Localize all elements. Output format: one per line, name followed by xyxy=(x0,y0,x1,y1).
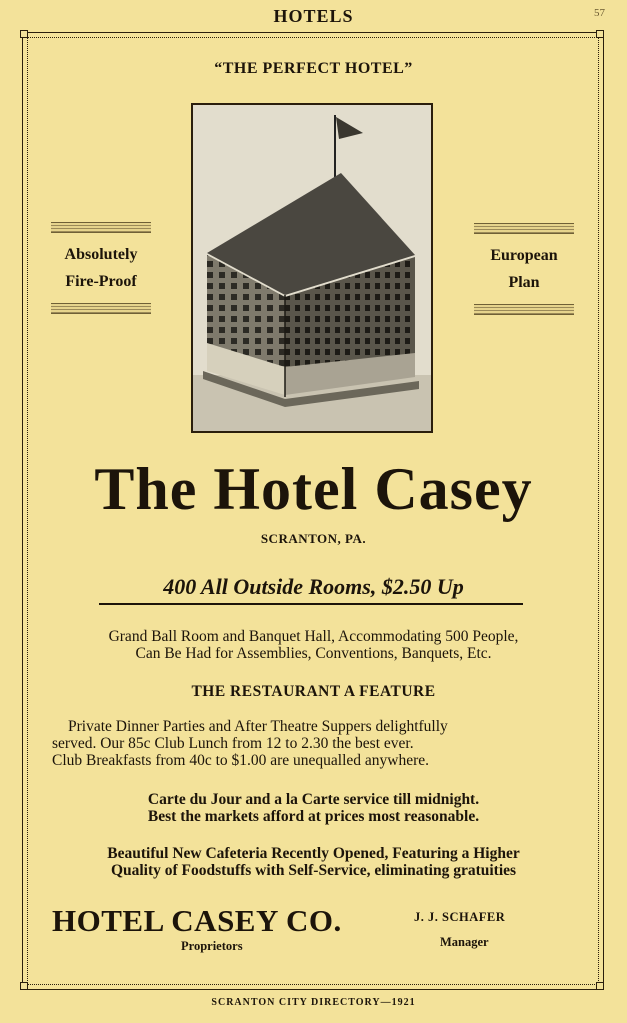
slogan: “THE PERFECT HOTEL” xyxy=(214,60,413,77)
cafeteria-line: Quality of Foodstuffs with Self-Service, eliminating gratuities xyxy=(110,862,517,879)
decorative-stripe xyxy=(51,303,151,314)
right-panel-line: Plan xyxy=(508,274,540,291)
dinner-line: Club Breakfasts from 40c to $1.00 are unequalled anywhere. xyxy=(52,752,430,769)
ballroom-text xyxy=(52,628,575,662)
company-name: HOTEL CASEY CO. xyxy=(52,903,342,938)
dinner-line: served. Our 85c Club Lunch from 12 to 2.30 the best ever. xyxy=(52,735,414,752)
right-feature-panel xyxy=(474,223,574,309)
manager-name: J. J. SCHAFER xyxy=(414,910,506,924)
decorative-stripe xyxy=(474,223,574,234)
ballroom-line: Can Be Had for Assemblies, Conventions, Banquets, Etc. xyxy=(135,645,492,662)
rooms-offer: 400 All Outside Rooms, $2.50 Up xyxy=(163,574,464,599)
ballroom-line: Grand Ball Room and Banquet Hall, Accommodating 500 People, xyxy=(108,628,519,645)
section-header: HOTELS xyxy=(273,6,354,26)
hotel-name: The Hotel Casey xyxy=(94,456,533,522)
carte-line: Carte du Jour and a la Carte service till midnight. xyxy=(147,791,480,808)
left-panel-line: Absolutely xyxy=(64,246,138,263)
carte-line: Best the markets afford at prices most reasonable. xyxy=(147,808,480,825)
right-panel-line: European xyxy=(490,247,558,264)
border-corner xyxy=(20,30,28,38)
carte-text xyxy=(52,791,575,825)
city: SCRANTON, PA. xyxy=(260,531,367,546)
decorative-stripe xyxy=(474,304,574,315)
cafeteria-text xyxy=(52,845,575,879)
cafeteria-line: Beautiful New Cafeteria Recently Opened, Featuring a Higher xyxy=(107,845,520,862)
proprietors-label: Proprietors xyxy=(181,939,243,953)
border-corner xyxy=(596,30,604,38)
hotel-building-photo xyxy=(191,103,433,433)
restaurant-heading: THE RESTAURANT A FEATURE xyxy=(191,683,436,700)
dinner-line: Private Dinner Parties and After Theatre Suppers delightfully xyxy=(68,718,448,735)
manager-title: Manager xyxy=(440,935,489,949)
dinner-text xyxy=(52,718,575,769)
left-panel-line: Fire-Proof xyxy=(65,273,137,290)
border-corner xyxy=(596,982,604,990)
left-feature-panel xyxy=(51,222,151,308)
hotel-building-illustration xyxy=(193,105,431,431)
decorative-stripe xyxy=(51,222,151,233)
footer: SCRANTON CITY DIRECTORY—1921 xyxy=(211,997,416,1008)
page-number: 57 xyxy=(594,7,605,19)
underline-rule xyxy=(99,603,523,605)
border-corner xyxy=(20,982,28,990)
